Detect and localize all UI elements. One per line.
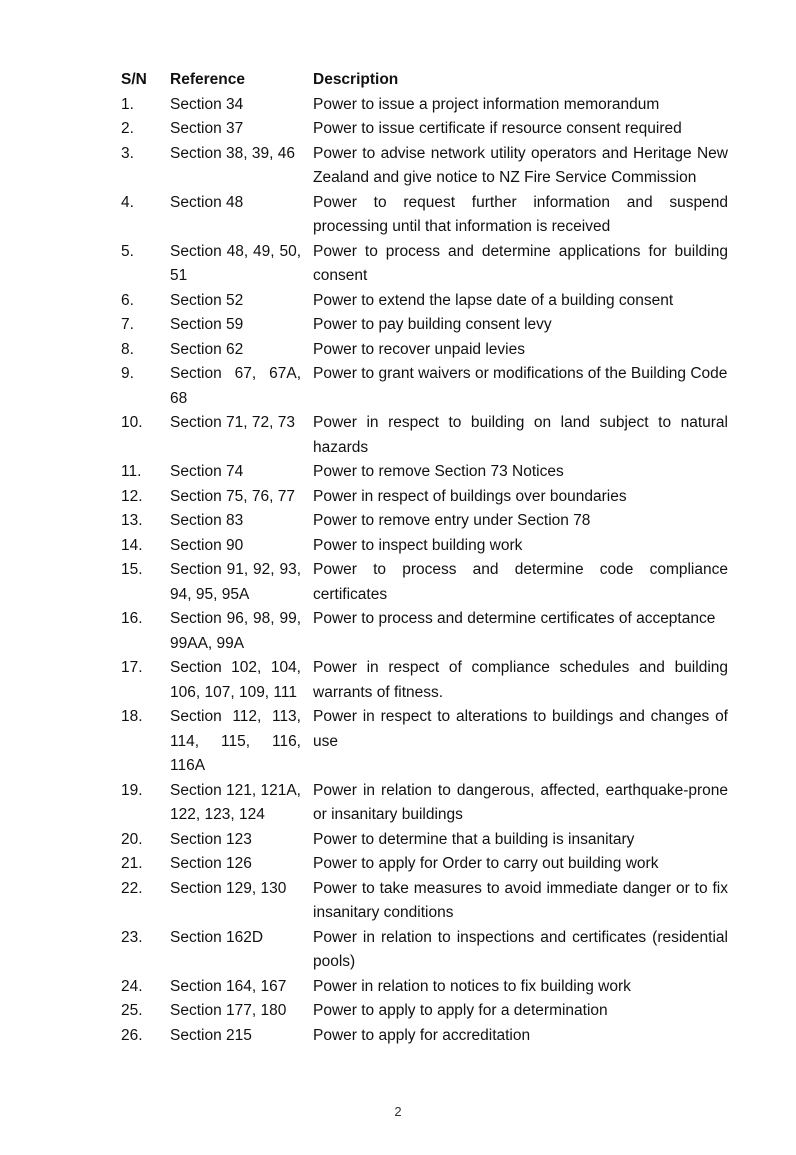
row-description: Power to extend the lapse date of a building consent xyxy=(313,291,674,309)
row-sn: 23. xyxy=(121,928,143,946)
table-row xyxy=(121,1024,728,1049)
row-sn: 10. xyxy=(121,414,143,431)
row-reference: Section 121, 121A, 122, 123, 124 xyxy=(170,781,301,823)
table-row xyxy=(121,999,728,1024)
table-row xyxy=(121,779,728,828)
row-sn: 25. xyxy=(121,1002,143,1019)
row-sn: 24. xyxy=(121,977,143,995)
row-description: Power to apply for accreditation xyxy=(313,1026,531,1044)
table-header-row xyxy=(121,68,728,93)
row-description: Power in respect of buildings over boundaries xyxy=(313,487,627,505)
row-sn: 22. xyxy=(121,879,143,897)
table-row xyxy=(121,362,728,411)
row-sn: 26. xyxy=(121,1026,143,1044)
row-description: Power to recover unpaid levies xyxy=(313,340,525,358)
row-sn: 7. xyxy=(121,316,134,333)
row-reference: Section 83 xyxy=(170,512,244,529)
row-sn: 3. xyxy=(121,144,134,162)
row-reference: Section 123 xyxy=(170,830,252,848)
table-row xyxy=(121,534,728,559)
row-sn: 11. xyxy=(121,463,142,480)
row-sn: 8. xyxy=(121,340,134,358)
row-reference: Section 62 xyxy=(170,340,244,358)
row-description: Power to take measures to avoid immediate danger or to fix insanitary conditions xyxy=(313,879,728,921)
row-sn: 14. xyxy=(121,536,143,554)
row-description: Power to remove entry under Section 78 xyxy=(313,512,591,529)
row-reference: Section 90 xyxy=(170,536,244,554)
table-row xyxy=(121,926,728,975)
row-sn: 13. xyxy=(121,512,143,529)
table-row xyxy=(121,93,728,118)
row-sn: 20. xyxy=(121,830,143,848)
row-description: Power to determine that a building is insanitary xyxy=(313,830,635,848)
row-reference: Section 112, 113, 114, 115, 116, 116A xyxy=(170,708,301,774)
row-sn: 1. xyxy=(121,95,134,113)
table-row xyxy=(121,191,728,240)
header-sn: S/N xyxy=(121,71,147,88)
header-reference: Reference xyxy=(170,71,245,88)
table-row xyxy=(121,509,728,534)
row-reference: Section 177, 180 xyxy=(170,1002,287,1019)
row-sn: 5. xyxy=(121,242,134,260)
row-reference: Section 71, 72, 73 xyxy=(170,414,295,431)
row-reference: Section 96, 98, 99, 99AA, 99A xyxy=(170,610,301,652)
row-sn: 17. xyxy=(121,659,143,676)
row-description: Power to advise network utility operators and Heritage New Zealand and give notice to NZ Fire Service Commission xyxy=(313,144,728,186)
table-row xyxy=(121,338,728,363)
row-reference: Section 74 xyxy=(170,463,244,480)
row-description: Power in relation to dangerous, affected, earthquake-prone or insanitary buildings xyxy=(313,781,728,823)
table-row xyxy=(121,558,728,607)
table-row xyxy=(121,142,728,191)
row-reference: Section 37 xyxy=(170,120,244,137)
row-description: Power to grant waivers or modifications of the Building Code xyxy=(313,365,728,382)
row-reference: Section 126 xyxy=(170,855,252,872)
delegations-table xyxy=(121,68,728,1048)
row-description: Power to process and determine certificates of acceptance xyxy=(313,610,716,627)
row-reference: Section 215 xyxy=(170,1026,252,1044)
row-sn: 2. xyxy=(121,120,134,137)
table-row xyxy=(121,289,728,314)
row-description: Power to issue a project information memorandum xyxy=(313,95,660,113)
table-row xyxy=(121,313,728,338)
table-row xyxy=(121,117,728,142)
table-row xyxy=(121,656,728,705)
row-reference: Section 162D xyxy=(170,928,264,946)
table-row xyxy=(121,705,728,779)
row-description: Power to request further information and suspend processing until that information is received xyxy=(313,193,728,235)
table-row xyxy=(121,607,728,656)
row-sn: 9. xyxy=(121,365,134,382)
table-row xyxy=(121,240,728,289)
row-reference: Section 91, 92, 93, 94, 95, 95A xyxy=(170,561,301,603)
row-reference: Section 67, 67A, 68 xyxy=(170,365,301,407)
row-reference: Section 38, 39, 46 xyxy=(170,144,295,162)
row-description: Power to issue certificate if resource consent required xyxy=(313,120,682,137)
row-reference: Section 102, 104, 106, 107, 109, 111 xyxy=(170,659,301,701)
row-reference: Section 48, 49, 50, 51 xyxy=(170,242,301,284)
row-description: Power to apply to apply for a determination xyxy=(313,1002,608,1019)
table-row xyxy=(121,411,728,460)
row-sn: 12. xyxy=(121,487,143,505)
table-row xyxy=(121,975,728,1000)
row-reference: Section 34 xyxy=(170,95,244,113)
row-reference: Section 75, 76, 77 xyxy=(170,487,295,505)
row-sn: 4. xyxy=(121,193,134,211)
row-description: Power to inspect building work xyxy=(313,536,523,554)
row-description: Power in relation to inspections and certificates (residential pools) xyxy=(313,928,728,970)
row-description: Power in respect of compliance schedules and building warrants of fitness. xyxy=(313,659,728,701)
row-description: Power to pay building consent levy xyxy=(313,316,552,333)
row-sn: 21. xyxy=(121,855,143,872)
table-row xyxy=(121,877,728,926)
row-description: Power to process and determine applications for building consent xyxy=(313,242,728,284)
row-sn: 19. xyxy=(121,781,143,799)
table-row xyxy=(121,828,728,853)
row-description: Power to remove Section 73 Notices xyxy=(313,463,564,480)
table-body xyxy=(121,93,728,1049)
row-reference: Section 164, 167 xyxy=(170,977,287,995)
page-number: 2 xyxy=(394,1104,402,1119)
row-description: Power in relation to notices to fix building work xyxy=(313,977,631,995)
row-description: Power in respect to alterations to buildings and changes of use xyxy=(313,708,728,750)
row-sn: 18. xyxy=(121,708,143,725)
row-description: Power to apply for Order to carry out building work xyxy=(313,855,659,872)
row-sn: 16. xyxy=(121,610,143,627)
row-description: Power in respect to building on land subject to natural hazards xyxy=(313,414,728,456)
row-reference: Section 52 xyxy=(170,291,244,309)
table-row xyxy=(121,852,728,877)
row-reference: Section 59 xyxy=(170,316,244,333)
table-row xyxy=(121,460,728,485)
row-description: Power to process and determine code compliance certificates xyxy=(313,561,728,603)
row-sn: 6. xyxy=(121,291,134,309)
header-description: Description xyxy=(313,71,399,88)
row-sn: 15. xyxy=(121,561,143,578)
table-row xyxy=(121,485,728,510)
row-reference: Section 129, 130 xyxy=(170,879,287,897)
row-reference: Section 48 xyxy=(170,193,244,211)
